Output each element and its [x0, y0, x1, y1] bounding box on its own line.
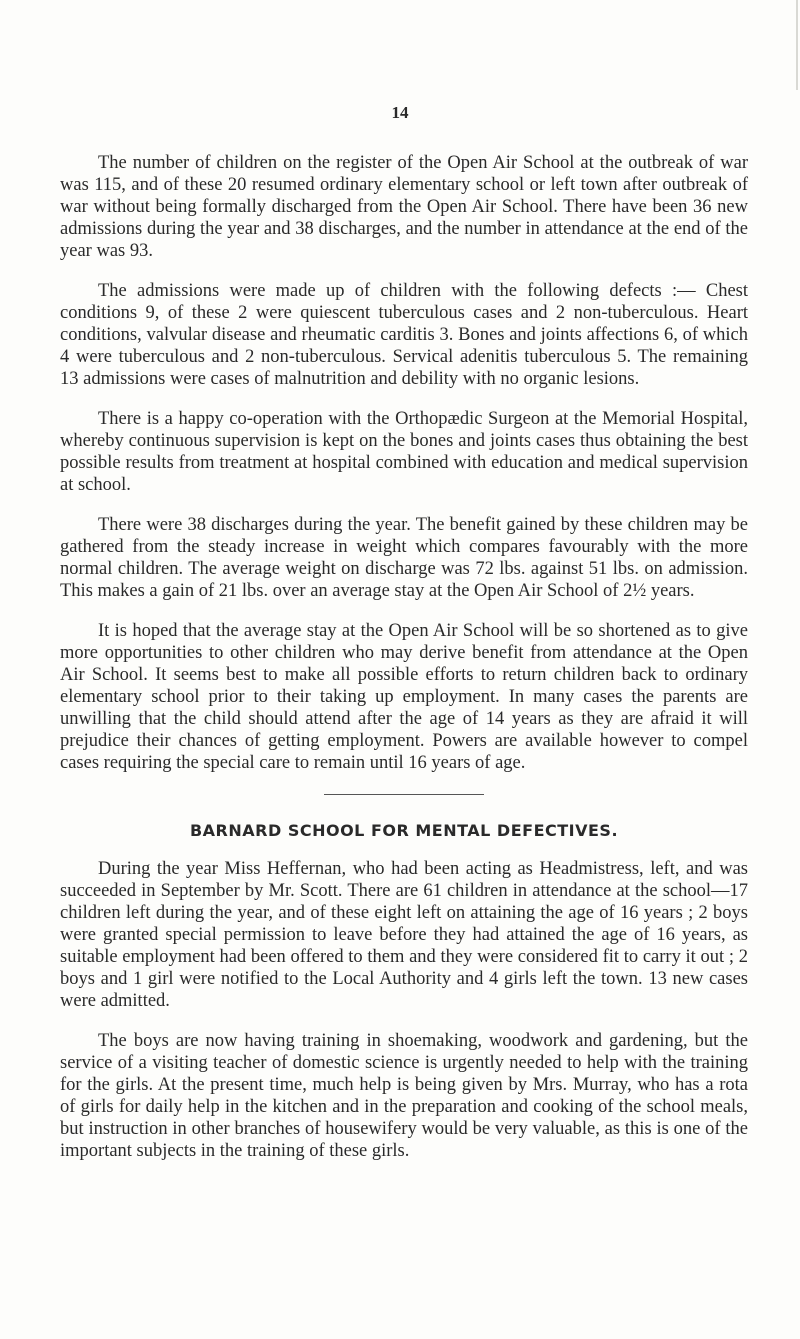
paragraph-discharges: There were 38 discharges during the year. The benefit gained by these children may be gathered from the steady increase in weight which compares favourably with the more normal children. The average weight on discharge was 72 lbs. against 51 lbs. on admission. This makes a gain of 21 lbs. over an average stay at the Open Air School of 2½ years. [60, 515, 748, 601]
section-divider [324, 794, 484, 795]
paragraph-headmistress: During the year Miss Heffernan, who had been acting as Headmistress, left, and was succeeded in September by Mr. Scott. There are 61 children in attendance at the school—17 children left during the year, and of these eight left on attaining the age of 16 years ; 2 boys were granted special permission to leave before they had attained the age of 16 years, as suitable employment had been offered to them and they were considered fit to carry it out ; 2 boys and 1 girl were notified to the Local Authority and 4 girls left the town. 13 new cases were admitted. [60, 859, 748, 1011]
paragraph-register-count: The number of children on the register of the Open Air School at the outbreak of war was 115, and of these 20 resumed ordinary elementary school or left town after outbreak of war without being formally discharged from the Open Air School. There have been 36 new admissions during the year and 38 discharges, and the number in attendance at the end of the year was 93. [60, 153, 748, 261]
page-number: 14 [391, 103, 409, 122]
page-body [60, 152, 748, 1180]
paragraph-training: The boys are now having training in shoemaking, woodwork and gardening, but the service of a visiting teacher of domestic science is urgently needed to help with the training for the girls. At the present time, much help is being given by Mrs. Murray, who has a rota of girls for daily help in the kitchen and in the preparation and cooking of the school meals, but instruction in other branches of housewifery would be very valuable, as this is one of the important subjects in the training of these girls. [60, 1031, 748, 1161]
paragraph-orthopaedic-cooperation: There is a happy co-operation with the Orthopædic Surgeon at the Memorial Hospital, whereby continuous supervision is kept on the bones and joints cases thus obtaining the best possible results from treatment at hospital combined with education and medical supervision at school. [60, 409, 748, 495]
paragraph-admission-defects: The admissions were made up of children with the following defects :— Chest conditions 9, of these 2 were quiescent tuberculous cases and 2 non-tuberculous. Heart conditions, valvular disease and rheumatic carditis 3. Bones and joints affections 6, of which 4 were tuberculous and 2 non-tuberculous. Servical adenitis tuberculous 5. The remaining 13 admissions were cases of malnutrition and debility with no organic lesions. [60, 281, 748, 389]
section-heading: BARNARD SCHOOL FOR MENTAL DEFECTIVES. [189, 821, 619, 840]
page-edge-mark [796, 0, 798, 90]
paragraph-average-stay: It is hoped that the average stay at the Open Air School will be so shortened as to give more opportunities to other children who may derive benefit from attendance at the Open Air School. It seems best to make all possible efforts to return children back to ordinary elementary school prior to their taking up employment. In many cases the parents are unwilling that the child should attend after the age of 14 years as they are afraid it will prejudice their chances of getting employment. Powers are available however to compel cases requiring the special care to remain until 16 years of age. [60, 621, 748, 773]
